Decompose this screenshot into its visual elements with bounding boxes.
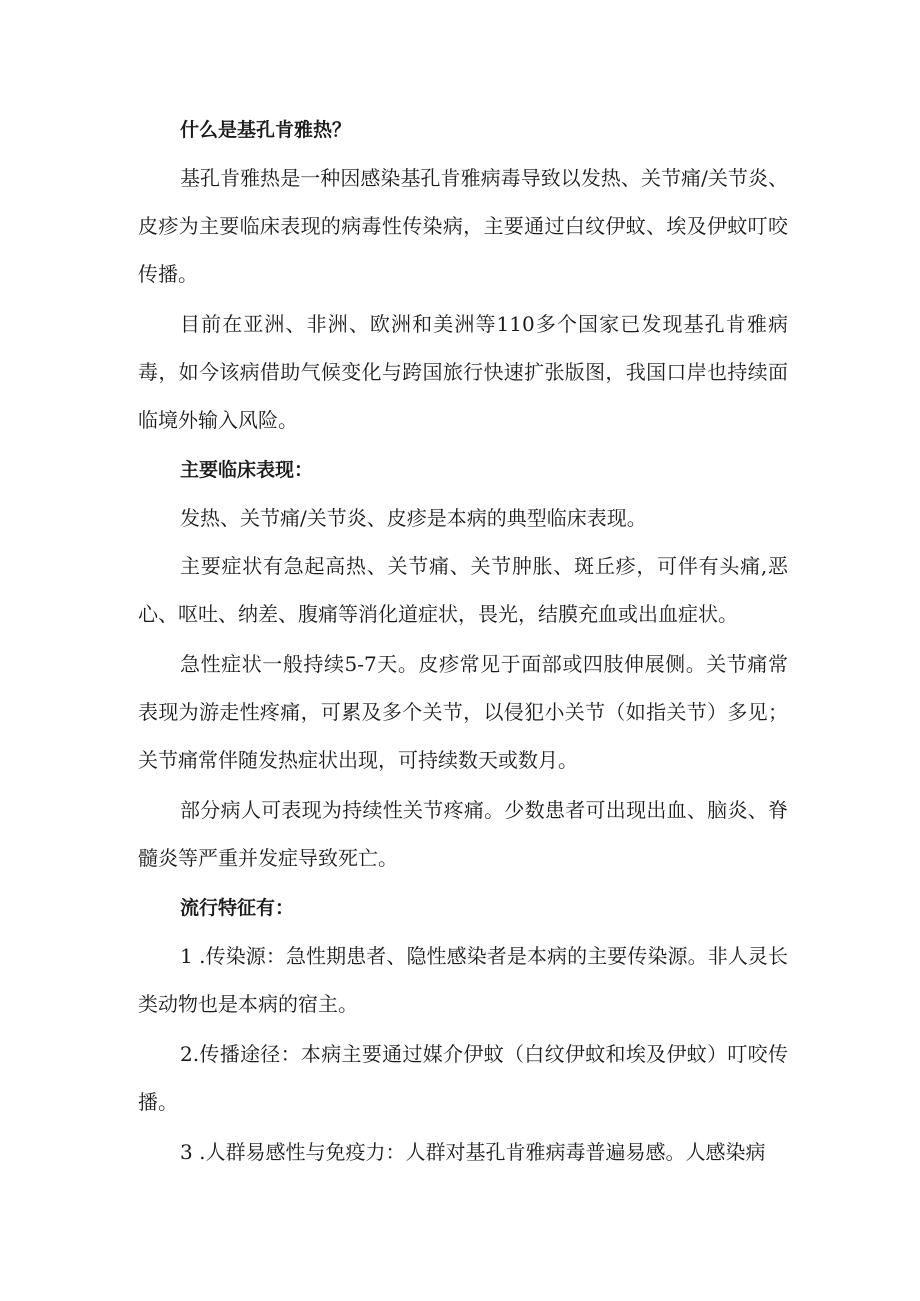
paragraph-distribution: 目前在亚洲、非洲、欧洲和美洲等110多个国家已发现基孔肯雅病毒，如今该病借助气候变化与跨国旅行快速扩张版图，我国口岸也持续面临境外输入风险。 <box>138 312 788 432</box>
document-page <box>138 106 788 1176</box>
section-heading-clinical: 主要临床表现： <box>180 459 314 481</box>
paragraph-main-symptoms: 主要症状有急起高热、关节痛、关节肿胀、斑丘疹，可伴有头痛,恶心、呕吐、纳差、腹痛等消化道症状，畏光，结膜充血或出血症状。 <box>138 554 788 626</box>
paragraph-typical-signs: 发热、关节痛/关节炎、皮疹是本病的典型临床表现。 <box>180 506 647 530</box>
list-item-infection-source: 1 .传染源：急性期患者、隐性感染者是本病的主要传染源。非人灵长类动物也是本病的宿主。 <box>138 944 788 1016</box>
section-heading-what-is: 什么是基孔肯雅热？ <box>180 119 352 141</box>
paragraph-acute-course: 急性症状一般持续5-7天。皮疹常见于面部或四肢伸展侧。关节痛常表现为游走性疼痛，可累及多个关节，以侵犯小关节（如指关节）多见；关节痛常伴随发热症状出现，可持续数天或数月。 <box>138 652 788 772</box>
section-heading-epidemiology: 流行特征有： <box>180 897 295 919</box>
paragraph-definition: 基孔肯雅热是一种因感染基孔肯雅病毒导致以发热、关节痛/关节炎、皮疹为主要临床表现的病毒性传染病，主要通过白纹伊蚊、埃及伊蚊叮咬传播。 <box>138 166 788 286</box>
list-item-transmission-route: 2.传播途径：本病主要通过媒介伊蚊（白纹伊蚊和埃及伊蚊）叮咬传播。 <box>138 1042 788 1114</box>
paragraph-severe-cases: 部分病人可表现为持续性关节疼痛。少数患者可出现出血、脑炎、脊髓炎等严重并发症导致死亡。 <box>138 798 788 870</box>
list-item-susceptibility: 3 .人群易感性与免疫力：人群对基孔肯雅病毒普遍易感。人感染病 <box>180 1140 766 1164</box>
